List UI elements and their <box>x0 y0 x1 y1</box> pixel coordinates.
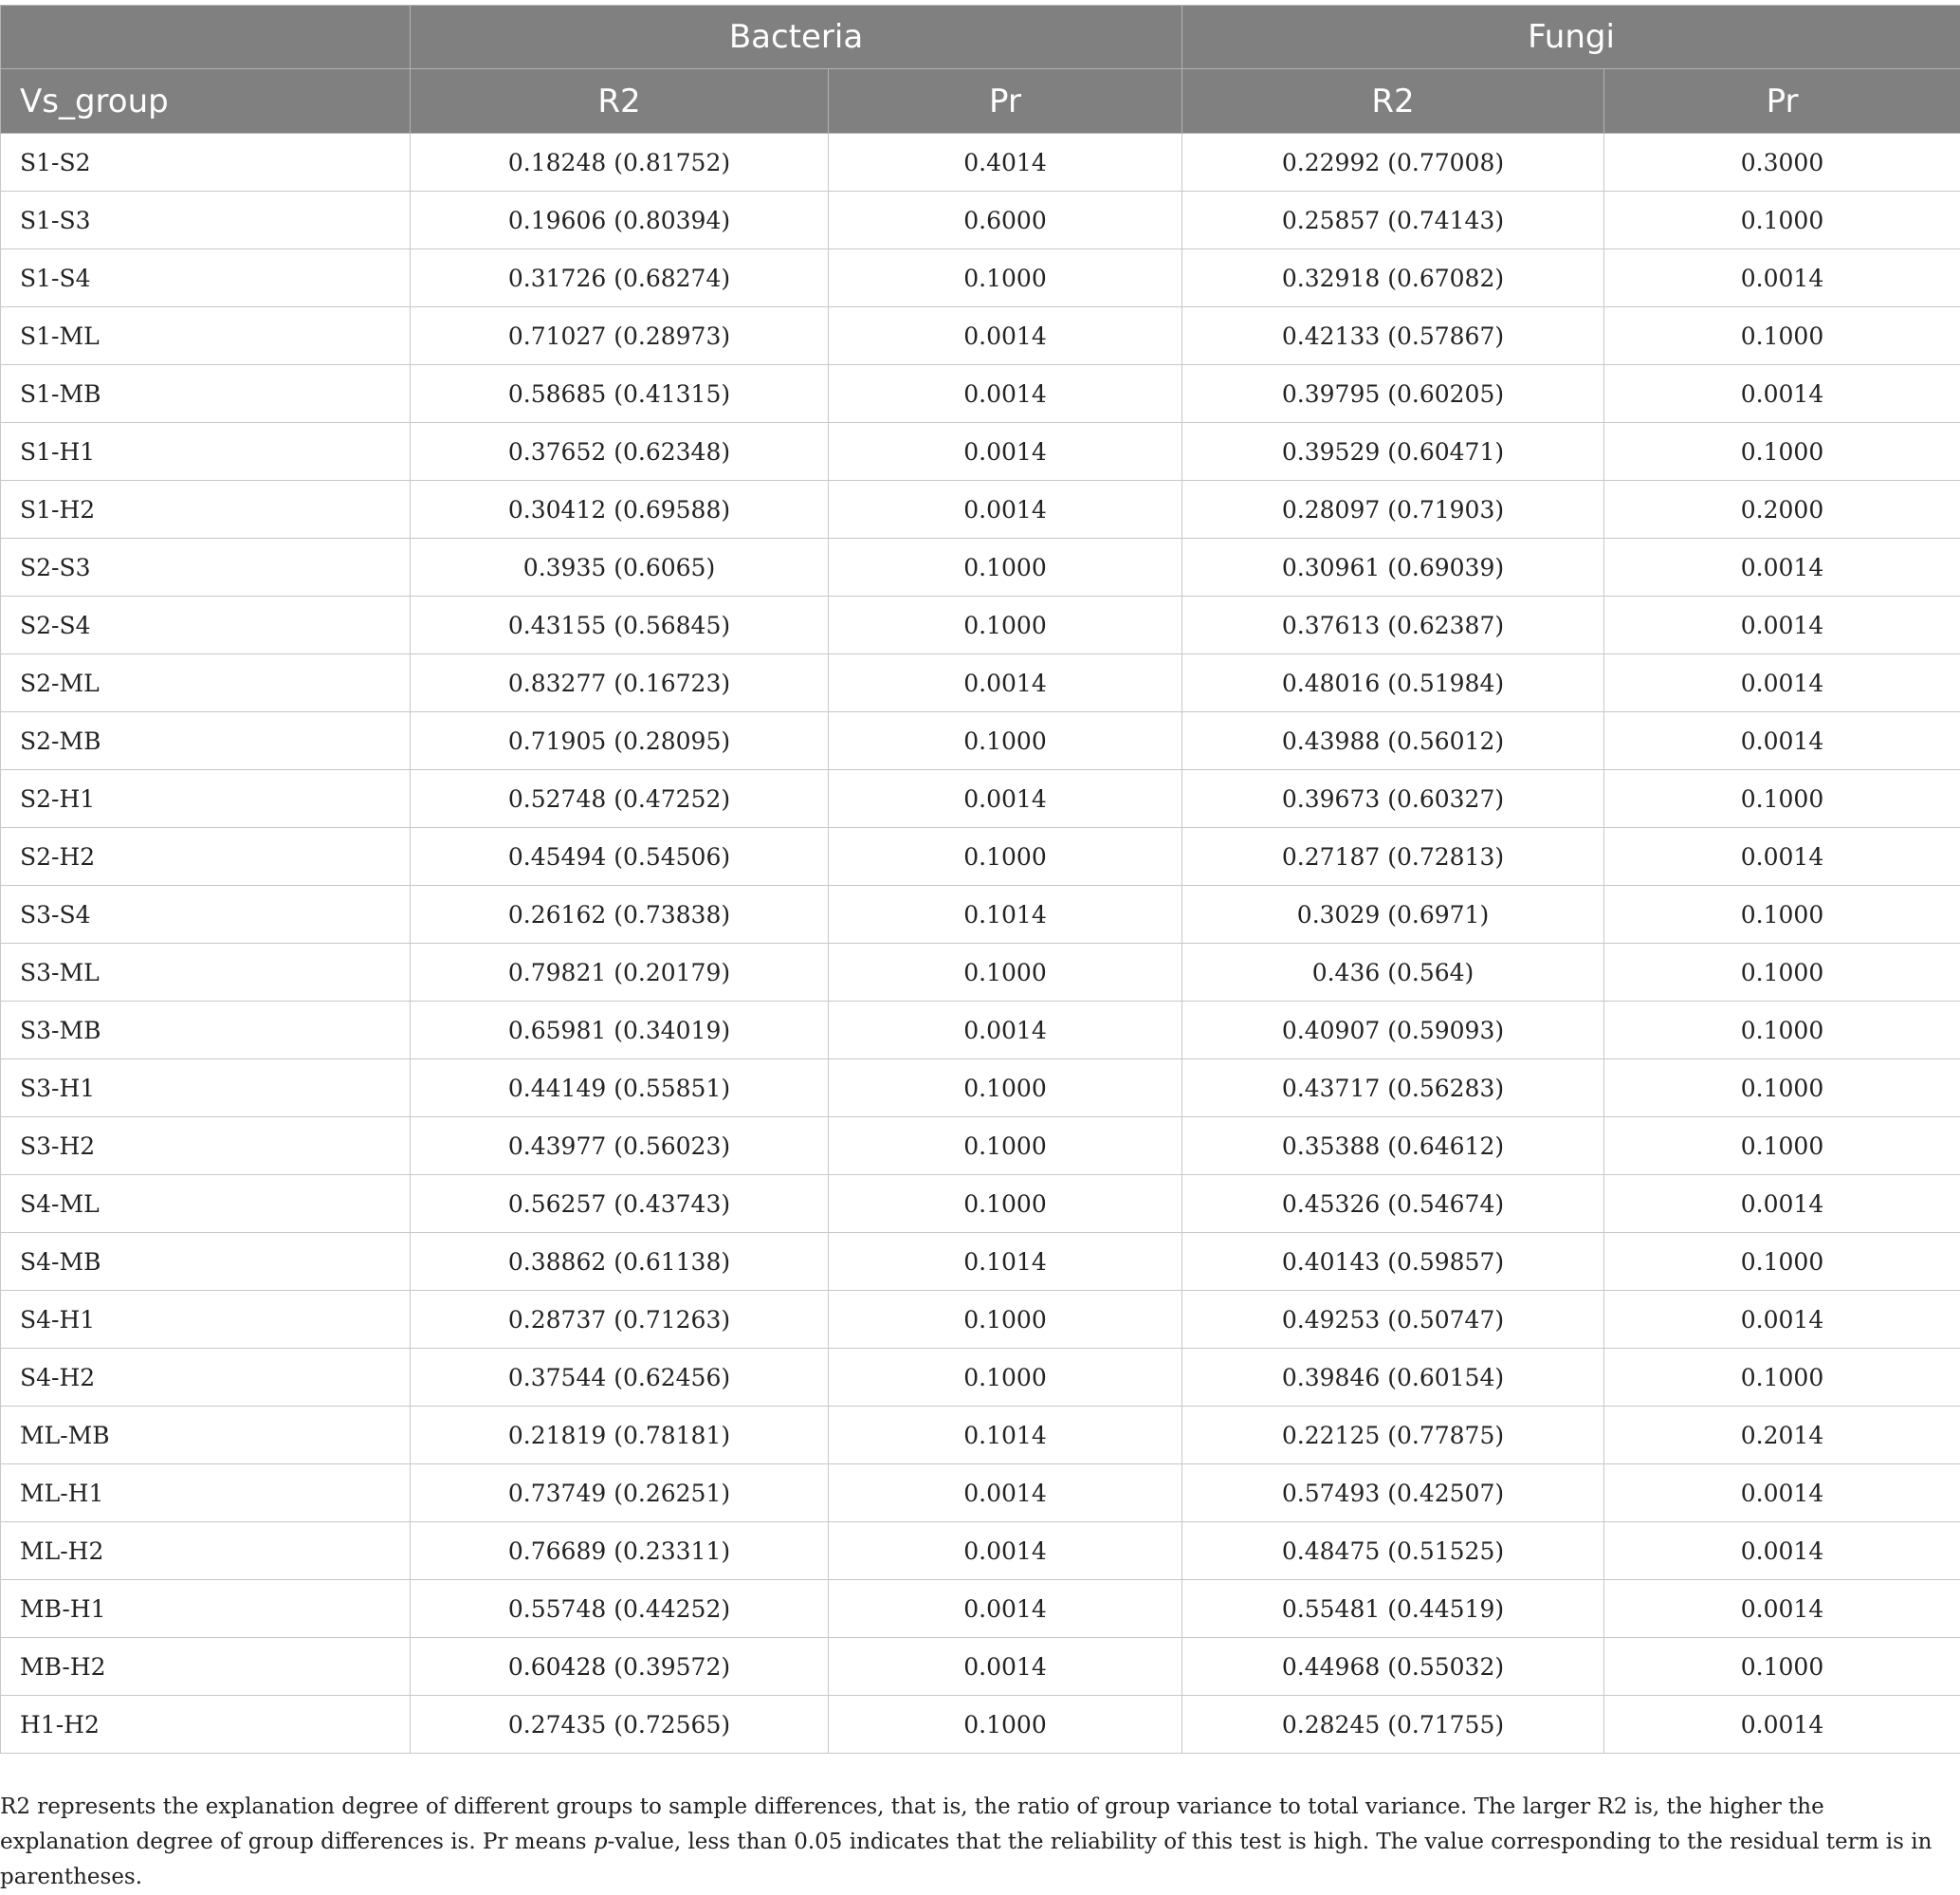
cell-bacteria-r2: 0.44149 (0.55851) <box>411 1059 829 1117</box>
cell-fungi-r2: 0.32918 (0.67082) <box>1182 249 1604 307</box>
cell-fungi-pr: 0.1000 <box>1604 886 1960 944</box>
cell-bacteria-r2: 0.27435 (0.72565) <box>411 1696 829 1754</box>
cell-fungi-r2: 0.39846 (0.60154) <box>1182 1349 1604 1407</box>
cell-fungi-pr: 0.1000 <box>1604 770 1960 828</box>
table-footnote <box>0 1790 1953 1895</box>
table-row <box>1 1522 1960 1580</box>
cell-fungi-pr: 0.1000 <box>1604 192 1960 249</box>
cell-bacteria-pr: 0.0014 <box>829 1002 1182 1059</box>
cell-fungi-pr: 0.1000 <box>1604 1002 1960 1059</box>
cell-bacteria-pr: 0.1000 <box>829 1291 1182 1349</box>
table-row <box>1 944 1960 1002</box>
header-fungi-pr: Pr <box>1604 69 1960 134</box>
footnote-text-1: R2 represents the explanation degree of different groups to sample differences, that is, the ratio of group variance to total variance. The larger R2 is, the higher the explanation degree of group differences is. Pr means <box>0 1794 1824 1854</box>
cell-fungi-r2: 0.57493 (0.42507) <box>1182 1464 1604 1522</box>
table-row <box>1 249 1960 307</box>
footnote-text-2: -value, less than 0.05 indicates that the reliability of this test is high. The value corresponding to the residual term is in parentheses. <box>0 1830 1932 1889</box>
cell-bacteria-pr: 0.1000 <box>829 1696 1182 1754</box>
cell-fungi-pr: 0.1000 <box>1604 1349 1960 1407</box>
cell-fungi-r2: 0.48475 (0.51525) <box>1182 1522 1604 1580</box>
cell-fungi-r2: 0.35388 (0.64612) <box>1182 1117 1604 1175</box>
table-row <box>1 828 1960 886</box>
table-row <box>1 134 1960 192</box>
table-row <box>1 597 1960 654</box>
cell-fungi-r2: 0.28097 (0.71903) <box>1182 481 1604 539</box>
cell-vs-group: MB-H1 <box>1 1580 411 1638</box>
cell-bacteria-r2: 0.83277 (0.16723) <box>411 654 829 712</box>
cell-bacteria-r2: 0.73749 (0.26251) <box>411 1464 829 1522</box>
cell-bacteria-r2: 0.60428 (0.39572) <box>411 1638 829 1696</box>
cell-vs-group: S1-S2 <box>1 134 411 192</box>
table-row <box>1 1002 1960 1059</box>
cell-fungi-pr: 0.0014 <box>1604 1696 1960 1754</box>
cell-fungi-pr: 0.0014 <box>1604 597 1960 654</box>
cell-fungi-pr: 0.0014 <box>1604 1291 1960 1349</box>
cell-bacteria-r2: 0.19606 (0.80394) <box>411 192 829 249</box>
cell-fungi-pr: 0.0014 <box>1604 1522 1960 1580</box>
table-row <box>1 1407 1960 1464</box>
cell-fungi-r2: 0.30961 (0.69039) <box>1182 539 1604 597</box>
cell-fungi-r2: 0.43988 (0.56012) <box>1182 712 1604 770</box>
cell-vs-group: MB-H2 <box>1 1638 411 1696</box>
cell-bacteria-pr: 0.1014 <box>829 1233 1182 1291</box>
cell-vs-group: S1-MB <box>1 365 411 423</box>
table-body <box>1 134 1960 1754</box>
table-row <box>1 1580 1960 1638</box>
cell-fungi-r2: 0.436 (0.564) <box>1182 944 1604 1002</box>
cell-fungi-r2: 0.37613 (0.62387) <box>1182 597 1604 654</box>
cell-fungi-r2: 0.48016 (0.51984) <box>1182 654 1604 712</box>
header-bacteria-pr: Pr <box>829 69 1182 134</box>
cell-fungi-r2: 0.39529 (0.60471) <box>1182 423 1604 481</box>
table-row <box>1 1696 1960 1754</box>
cell-vs-group: ML-H2 <box>1 1522 411 1580</box>
cell-bacteria-r2: 0.37544 (0.62456) <box>411 1349 829 1407</box>
cell-bacteria-pr: 0.1014 <box>829 886 1182 944</box>
cell-bacteria-pr: 0.1000 <box>829 249 1182 307</box>
cell-bacteria-pr: 0.0014 <box>829 1580 1182 1638</box>
cell-fungi-r2: 0.44968 (0.55032) <box>1182 1638 1604 1696</box>
cell-bacteria-pr: 0.1000 <box>829 944 1182 1002</box>
cell-bacteria-pr: 0.1000 <box>829 712 1182 770</box>
cell-fungi-r2: 0.42133 (0.57867) <box>1182 307 1604 365</box>
cell-bacteria-r2: 0.30412 (0.69588) <box>411 481 829 539</box>
cell-bacteria-r2: 0.71905 (0.28095) <box>411 712 829 770</box>
cell-fungi-pr: 0.0014 <box>1604 1580 1960 1638</box>
cell-bacteria-pr: 0.1000 <box>829 828 1182 886</box>
cell-bacteria-r2: 0.58685 (0.41315) <box>411 365 829 423</box>
cell-fungi-r2: 0.40907 (0.59093) <box>1182 1002 1604 1059</box>
table-row <box>1 1233 1960 1291</box>
cell-vs-group: S4-H2 <box>1 1349 411 1407</box>
table-row <box>1 1059 1960 1117</box>
table-row <box>1 1175 1960 1233</box>
cell-vs-group: S4-ML <box>1 1175 411 1233</box>
cell-bacteria-pr: 0.0014 <box>829 654 1182 712</box>
cell-vs-group: S2-ML <box>1 654 411 712</box>
cell-fungi-r2: 0.43717 (0.56283) <box>1182 1059 1604 1117</box>
cell-bacteria-pr: 0.1000 <box>829 1349 1182 1407</box>
cell-bacteria-r2: 0.26162 (0.73838) <box>411 886 829 944</box>
cell-bacteria-r2: 0.55748 (0.44252) <box>411 1580 829 1638</box>
cell-bacteria-r2: 0.43155 (0.56845) <box>411 597 829 654</box>
cell-fungi-pr: 0.0014 <box>1604 539 1960 597</box>
cell-fungi-r2: 0.22125 (0.77875) <box>1182 1407 1604 1464</box>
cell-bacteria-r2: 0.18248 (0.81752) <box>411 134 829 192</box>
cell-bacteria-r2: 0.71027 (0.28973) <box>411 307 829 365</box>
table-row <box>1 1291 1960 1349</box>
cell-fungi-pr: 0.0014 <box>1604 712 1960 770</box>
cell-fungi-r2: 0.27187 (0.72813) <box>1182 828 1604 886</box>
cell-bacteria-r2: 0.52748 (0.47252) <box>411 770 829 828</box>
cell-bacteria-r2: 0.56257 (0.43743) <box>411 1175 829 1233</box>
cell-fungi-pr: 0.0014 <box>1604 654 1960 712</box>
cell-bacteria-r2: 0.76689 (0.23311) <box>411 1522 829 1580</box>
cell-bacteria-r2: 0.65981 (0.34019) <box>411 1002 829 1059</box>
cell-fungi-r2: 0.55481 (0.44519) <box>1182 1580 1604 1638</box>
cell-fungi-r2: 0.40143 (0.59857) <box>1182 1233 1604 1291</box>
cell-bacteria-r2: 0.43977 (0.56023) <box>411 1117 829 1175</box>
cell-bacteria-r2: 0.31726 (0.68274) <box>411 249 829 307</box>
cell-bacteria-pr: 0.0014 <box>829 307 1182 365</box>
table-row <box>1 712 1960 770</box>
header-fungi-r2: R2 <box>1182 69 1604 134</box>
cell-bacteria-r2: 0.37652 (0.62348) <box>411 423 829 481</box>
cell-bacteria-pr: 0.0014 <box>829 1464 1182 1522</box>
cell-vs-group: S3-S4 <box>1 886 411 944</box>
group-header-row <box>1 6 1960 69</box>
cell-vs-group: S1-ML <box>1 307 411 365</box>
table-row <box>1 481 1960 539</box>
table-row <box>1 1464 1960 1522</box>
table-header <box>1 6 1960 134</box>
table-row <box>1 654 1960 712</box>
cell-vs-group: S2-MB <box>1 712 411 770</box>
cell-fungi-pr: 0.2014 <box>1604 1407 1960 1464</box>
table-row <box>1 192 1960 249</box>
cell-vs-group: S2-H1 <box>1 770 411 828</box>
cell-vs-group: S1-H2 <box>1 481 411 539</box>
table-container <box>0 5 1960 1754</box>
cell-bacteria-r2: 0.21819 (0.78181) <box>411 1407 829 1464</box>
header-vs-group: Vs_group <box>1 69 411 134</box>
cell-fungi-r2: 0.28245 (0.71755) <box>1182 1696 1604 1754</box>
table-row <box>1 423 1960 481</box>
cell-bacteria-pr: 0.1000 <box>829 1059 1182 1117</box>
cell-vs-group: S2-S3 <box>1 539 411 597</box>
cell-bacteria-pr: 0.0014 <box>829 423 1182 481</box>
cell-fungi-r2: 0.39795 (0.60205) <box>1182 365 1604 423</box>
cell-fungi-pr: 0.1000 <box>1604 423 1960 481</box>
cell-bacteria-pr: 0.1000 <box>829 597 1182 654</box>
table-row <box>1 365 1960 423</box>
cell-fungi-r2: 0.25857 (0.74143) <box>1182 192 1604 249</box>
cell-fungi-pr: 0.1000 <box>1604 1638 1960 1696</box>
cell-bacteria-pr: 0.0014 <box>829 770 1182 828</box>
cell-vs-group: H1-H2 <box>1 1696 411 1754</box>
cell-bacteria-pr: 0.0014 <box>829 365 1182 423</box>
cell-fungi-pr: 0.2000 <box>1604 481 1960 539</box>
cell-vs-group: S2-H2 <box>1 828 411 886</box>
cell-bacteria-r2: 0.3935 (0.6065) <box>411 539 829 597</box>
cell-bacteria-pr: 0.0014 <box>829 1638 1182 1696</box>
cell-bacteria-pr: 0.1000 <box>829 1175 1182 1233</box>
table-row <box>1 1638 1960 1696</box>
cell-fungi-pr: 0.0014 <box>1604 249 1960 307</box>
cell-fungi-pr: 0.1000 <box>1604 944 1960 1002</box>
footnote-italic-p: p <box>594 1830 608 1854</box>
cell-vs-group: S4-MB <box>1 1233 411 1291</box>
cell-fungi-pr: 0.1000 <box>1604 307 1960 365</box>
cell-bacteria-pr: 0.0014 <box>829 1522 1182 1580</box>
cell-fungi-pr: 0.0014 <box>1604 1464 1960 1522</box>
cell-bacteria-pr: 0.1000 <box>829 1117 1182 1175</box>
cell-vs-group: S1-S4 <box>1 249 411 307</box>
cell-vs-group: S3-ML <box>1 944 411 1002</box>
permanova-table <box>0 5 1960 1754</box>
header-bacteria-r2: R2 <box>411 69 829 134</box>
cell-fungi-r2: 0.39673 (0.60327) <box>1182 770 1604 828</box>
cell-bacteria-r2: 0.79821 (0.20179) <box>411 944 829 1002</box>
cell-bacteria-pr: 0.1000 <box>829 539 1182 597</box>
column-header-row <box>1 69 1960 134</box>
table-row <box>1 539 1960 597</box>
cell-vs-group: S3-H2 <box>1 1117 411 1175</box>
cell-vs-group: S2-S4 <box>1 597 411 654</box>
cell-fungi-pr: 0.1000 <box>1604 1059 1960 1117</box>
cell-fungi-pr: 0.0014 <box>1604 1175 1960 1233</box>
cell-fungi-r2: 0.3029 (0.6971) <box>1182 886 1604 944</box>
cell-bacteria-pr: 0.1014 <box>829 1407 1182 1464</box>
cell-fungi-r2: 0.49253 (0.50747) <box>1182 1291 1604 1349</box>
cell-vs-group: ML-MB <box>1 1407 411 1464</box>
cell-vs-group: S3-MB <box>1 1002 411 1059</box>
cell-vs-group: S3-H1 <box>1 1059 411 1117</box>
cell-vs-group: S4-H1 <box>1 1291 411 1349</box>
cell-bacteria-pr: 0.0014 <box>829 481 1182 539</box>
cell-fungi-r2: 0.45326 (0.54674) <box>1182 1175 1604 1233</box>
cell-fungi-pr: 0.1000 <box>1604 1233 1960 1291</box>
cell-fungi-pr: 0.0014 <box>1604 365 1960 423</box>
table-row <box>1 886 1960 944</box>
cell-vs-group: ML-H1 <box>1 1464 411 1522</box>
header-bacteria: Bacteria <box>411 6 1182 69</box>
cell-bacteria-pr: 0.4014 <box>829 134 1182 192</box>
cell-bacteria-r2: 0.38862 (0.61138) <box>411 1233 829 1291</box>
table-row <box>1 1117 1960 1175</box>
cell-bacteria-r2: 0.28737 (0.71263) <box>411 1291 829 1349</box>
cell-bacteria-r2: 0.45494 (0.54506) <box>411 828 829 886</box>
cell-bacteria-pr: 0.6000 <box>829 192 1182 249</box>
cell-fungi-pr: 0.3000 <box>1604 134 1960 192</box>
cell-fungi-r2: 0.22992 (0.77008) <box>1182 134 1604 192</box>
table-row <box>1 770 1960 828</box>
table-row <box>1 307 1960 365</box>
header-blank <box>1 6 411 69</box>
table-row <box>1 1349 1960 1407</box>
cell-fungi-pr: 0.1000 <box>1604 1117 1960 1175</box>
header-fungi: Fungi <box>1182 6 1960 69</box>
cell-vs-group: S1-H1 <box>1 423 411 481</box>
cell-fungi-pr: 0.0014 <box>1604 828 1960 886</box>
cell-vs-group: S1-S3 <box>1 192 411 249</box>
